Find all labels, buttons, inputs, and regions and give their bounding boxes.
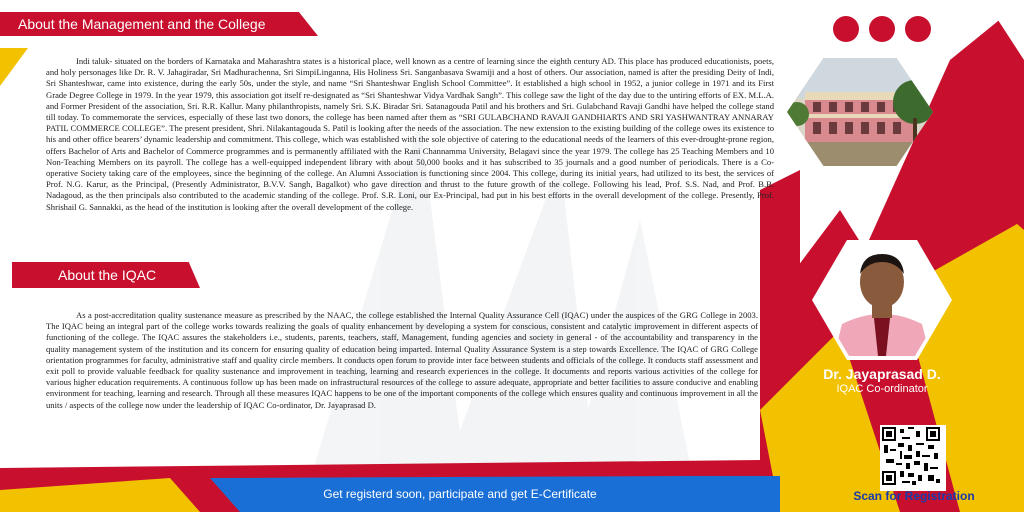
iqac-body	[46, 310, 758, 411]
management-paragraph: Indi taluk- situated on the borders of Karnataka and Maharashtra states is a historical place, well known as a centre of learning since the eighth century AD. This place has produced educationists, poets, and holy personages like Dr. R. V. Jahagiradar, Sri Madhurachenna, Sri SimpiLinganna, His Holiness Sri. Sanganbasava Swamiji and a host of others. Our association, named is after the presiding Deity of Indi, Sri Shanteshwar, came into existence, during the early 50s, under the style, and name “Sri Shanteshwar English School Committee”. It established a high school in 1952, a junior college in 1971 and its First Grade Degree College in 1979. In the year 1979, this association got itself re-designated as “Sri Shanteshwar Vidya Vardhak Sangh”. This college saw the light of the day due to the untiring efforts of EX. M.L.A. and Former President of the association, Sri. R.R. Kallur. Many philanthropists, namely Sri. S.K. Biradar Sri. Satanagouda Patil and his brothers and Sri. Gulabchand Ravaji Gandhi have helped the college stand till today. To commemorate the services, especially of these last two donors, the college has been named after them as “SRI GULABCHAND RAVAJI GANDHIARTS AND SRI YASHWANTRAY ANNARAY PATIL COMMERCE COLLEGE”. The present president, Shri. Nilakantagouda S. Patil is looking after the needs of the association. The new extension to the existing building of the college owes its existence to his and other office bearers’ dynamic leadership and commitment. This college, which was established with the sole objective of catering to the educational needs of the learners of this ever-drought-prone region, offers Bachelor of Arts and Bachelor of Commerce programmes and is permanently affiliated with the Rani Channamma University, Belagavi since the year 1979. The college has 25 Teaching Members and 10 Non-Teaching Members on its payroll. The college has a well-equipped independent library with about 50,000 books and it has subscribed to 35 journals and a good number of periodicals. There is a Co-operative Society taking care of the employees, since the beginning of the college. An Alumni Association is functioning since 2004. This college, during its initial years, had utilized to its best, the services of Prof. N.G. Karur, as the Principal, (Presently Administrator, B.V.V. Sangh, Bagalkot) who gave direction and thrust to the future growth of the college. Following his lead, Prof. S.S. Nad, and Prof. B.B. Nadagoud, as the then principals also contributed to the academic standing of the college. Prof. S.R. Loni, our Ex-Principal, had put in his best efforts in the overall development of the college. Presently, Prof. Shrishail G. Sannakki, as the head of the institution is looking after the overall development of the college.	[46, 56, 774, 212]
management-heading: About the Management and the College	[18, 16, 266, 32]
registration-cta: Get registerd soon, participate and get E-Certificate	[323, 487, 597, 501]
management-body	[46, 56, 774, 213]
decor-dot-1	[833, 16, 859, 42]
scan-for-registration-label: Scan for Registration	[853, 489, 975, 503]
iqac-heading: About the IQAC	[58, 267, 157, 283]
iqac-header	[12, 262, 200, 288]
coordinator-name: Dr. Jayaprasad D.	[823, 366, 941, 382]
decor-dot-2	[869, 16, 895, 42]
coordinator-role: IQAC Co-ordinator	[836, 383, 928, 395]
registration-qr-code[interactable]	[880, 425, 946, 491]
iqac-paragraph: As a post-accreditation quality sustenance measure as prescribed by the NAAC, the college established the Internal Quality Assurance Cell (IQAC) under the auspices of the GRG College in 2003. The IQAC being an integral part of the college works towards realizing the goals of quality enhancement by developing a system for conscious, consistent and catalytic improvement in different aspects of functioning of the college. The IQAC assures the stakeholders i.e., students, parents, teachers, staff, Management, funding agencies and society in general - of the accountability and transparency in the quality management system of the institution and its concern for ensuring quality of education being imparted. Internal Quality Assurance System is a step towards Excellence. The IQAC of GRG College orientation programmes for faculty, administrative staff and quality circle members. It conducts open forum to provide inter face between students and officials of the college. It conducts staff assessment and exit poll to provide valuable feedback for quality sustenance and improvement in teaching, learning and research experiences in the college. It documents and reports various activities of the college for various higher education requirements. A continuous follow up has been made on infrastructural resources of the college to assure adequate, appropriate and better facilities to assure conducive and enabling environment for teaching, learning and research. Through all these measures IQAC happens to be one of the important components of the college which ensures quality and continuous improvement in all the units / aspects of the college now under the leadership of IQAC Co-ordinator, Dr. Jayaprasad D.	[46, 310, 758, 410]
decor-dot-3	[905, 16, 931, 42]
management-header	[0, 12, 318, 36]
